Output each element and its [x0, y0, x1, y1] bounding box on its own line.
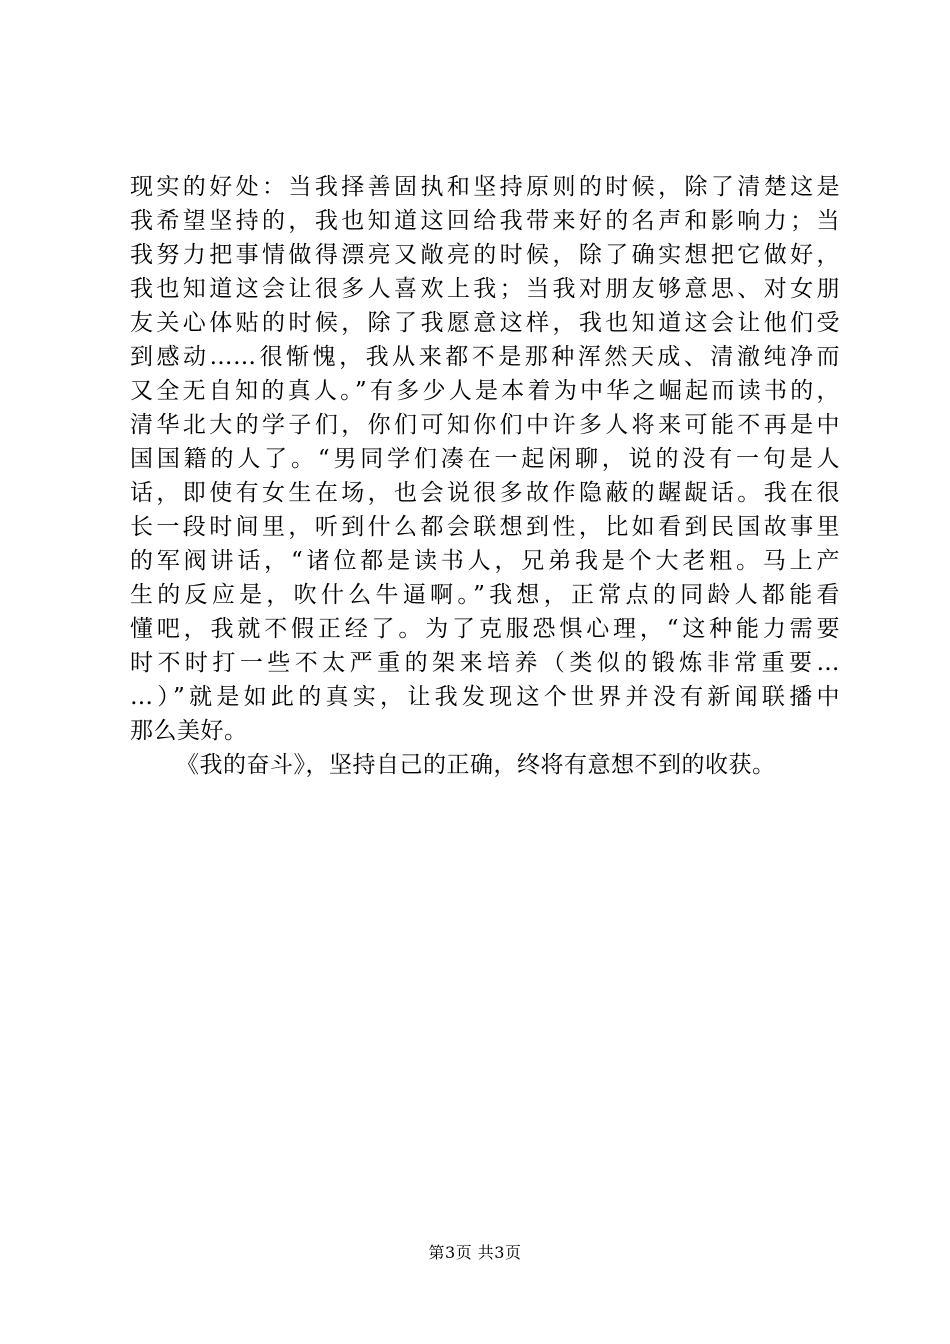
text-line: 我希望坚持的，我也知道这回给我带来好的名声和影响力；当 — [130, 208, 840, 234]
text-line: 那么美好。 — [130, 718, 248, 744]
text-line: 又全无自知的真人。”有多少人是本着为中华之崛起而读书的， — [130, 378, 840, 404]
text-line: 现实的好处：当我择善固执和坚持原则的时候，除了清楚这是 — [130, 174, 840, 200]
text-line: 时不时打一些不太严重的架来培养（类似的锻炼非常重要… — [130, 650, 840, 676]
text-line: 长一段时间里，听到什么都会联想到性，比如看到民国故事里 — [130, 514, 840, 540]
text-line: …）”就是如此的真实，让我发现这个世界并没有新闻联播中 — [130, 684, 840, 710]
page-footer: 第3页 共3页 — [428, 1243, 522, 1262]
text-line: 懂吧，我就不假正经了。为了克服恐惧心理，“这种能力需要 — [130, 616, 840, 642]
text-line: 清华北大的学子们，你们可知你们中许多人将来可能不再是中 — [130, 412, 840, 438]
text-line: 生的反应是，吹什么牛逼啊。”我想，正常点的同龄人都能看 — [130, 582, 840, 608]
text-line: 我努力把事情做得漂亮又敞亮的时候，除了确实想把它做好， — [130, 242, 840, 268]
text-line: 我也知道这会让很多人喜欢上我；当我对朋友够意思、对女朋 — [130, 276, 840, 302]
body-text — [130, 170, 840, 782]
text-line: 友关心体贴的时候，除了我愿意这样，我也知道这会让他们受 — [130, 310, 840, 336]
text-line: 到感动……很惭愧，我从来都不是那种浑然天成、清澈纯净而 — [130, 344, 840, 370]
text-line: 话，即使有女生在场，也会说很多故作隐蔽的龌龊话。我在很 — [130, 480, 840, 506]
text-line: 国国籍的人了。“男同学们凑在一起闲聊，说的没有一句是人 — [130, 446, 840, 472]
text-line: 的军阀讲话，“诸位都是读书人，兄弟我是个大老粗。马上产 — [130, 548, 840, 574]
closing-paragraph: 《我的奋斗》，坚持自己的正确，终将有意想不到的收获。 — [176, 752, 776, 778]
